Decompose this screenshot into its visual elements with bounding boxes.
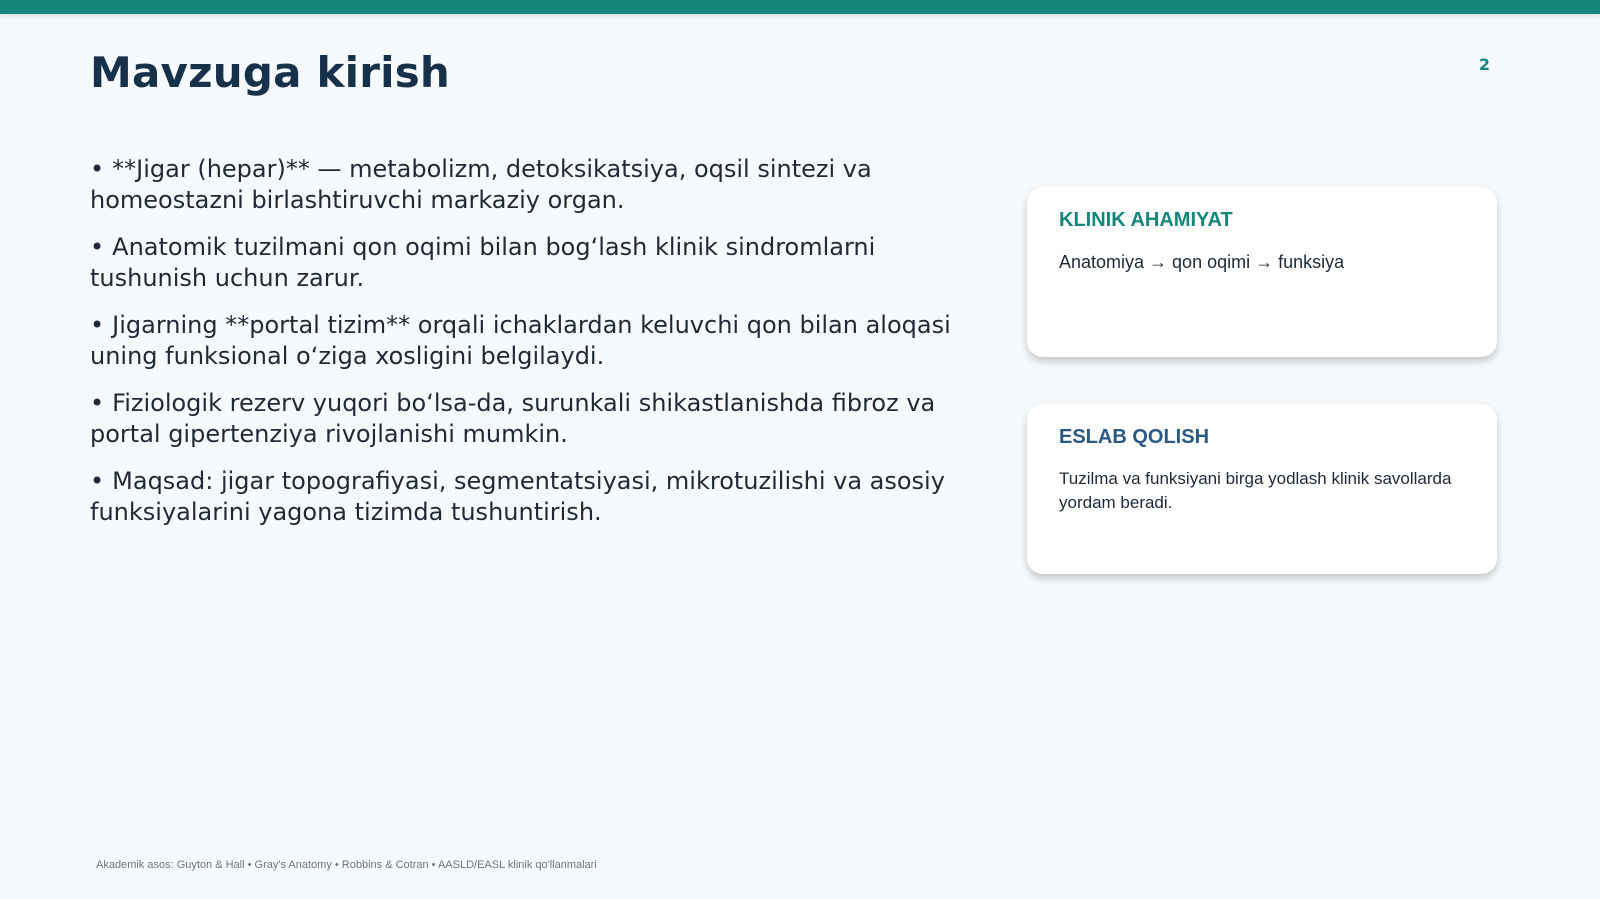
card-heading: ESLAB QOLISH [1059,426,1210,448]
bullet-marker: • [90,311,105,339]
card-text: Tuzilma va funksiyani birga yodlash klinik savollarda yordam beradi. [1059,469,1452,512]
clinical-significance-card [1027,187,1497,357]
bullet-text: Fiziologik rezerv yuqori bo‘lsa-da, surunkali shikastlanishda fibroz va portal gipertenziya rivojlanishi mumkin. [90,389,936,448]
bullet-marker: • [90,467,105,495]
slide-title: Mavzuga kirish [90,48,451,97]
bullet-marker: • [90,155,105,183]
bullet-text: Anatomik tuzilmani qon oqimi bilan bog‘lash klinik sindromlarni tushunish uchun zarur. [90,233,876,292]
bullet-item [90,232,970,294]
bullet-item [90,310,970,372]
bullet-list [90,154,970,544]
top-accent-bar [0,0,1600,14]
card-text: Anatomiya → qon oqimi → funksiya [1059,252,1345,272]
footer-sources: Akademik asos: Guyton & Hall • Gray's Anatomy • Robbins & Cotran • AASLD/EASL klinik qo'llanmalari [96,859,597,871]
bullet-marker: • [90,233,105,261]
remember-card [1027,404,1497,574]
bullet-item [90,466,970,528]
bullet-text: Jigarning **portal tizim** orqali ichaklardan keluvchi qon bilan aloqasi uning funksional o‘ziga xosligini belgilaydi. [90,311,951,370]
bullet-marker: • [90,389,105,417]
bullet-text: **Jigar (hepar)** — metabolizm, detoksikatsiya, oqsil sintezi va homeostazni birlashtiruvchi markaziy organ. [90,155,872,214]
bullet-item [90,154,970,216]
bullet-text: Maqsad: jigar topografiyasi, segmentatsiyasi, mikrotuzilishi va asosiy funksiyalarini yagona tizimda tushuntirish. [90,467,945,526]
card-heading: KLINIK AHAMIYAT [1059,209,1233,231]
page-number: 2 [1478,55,1490,74]
bullet-item [90,388,970,450]
